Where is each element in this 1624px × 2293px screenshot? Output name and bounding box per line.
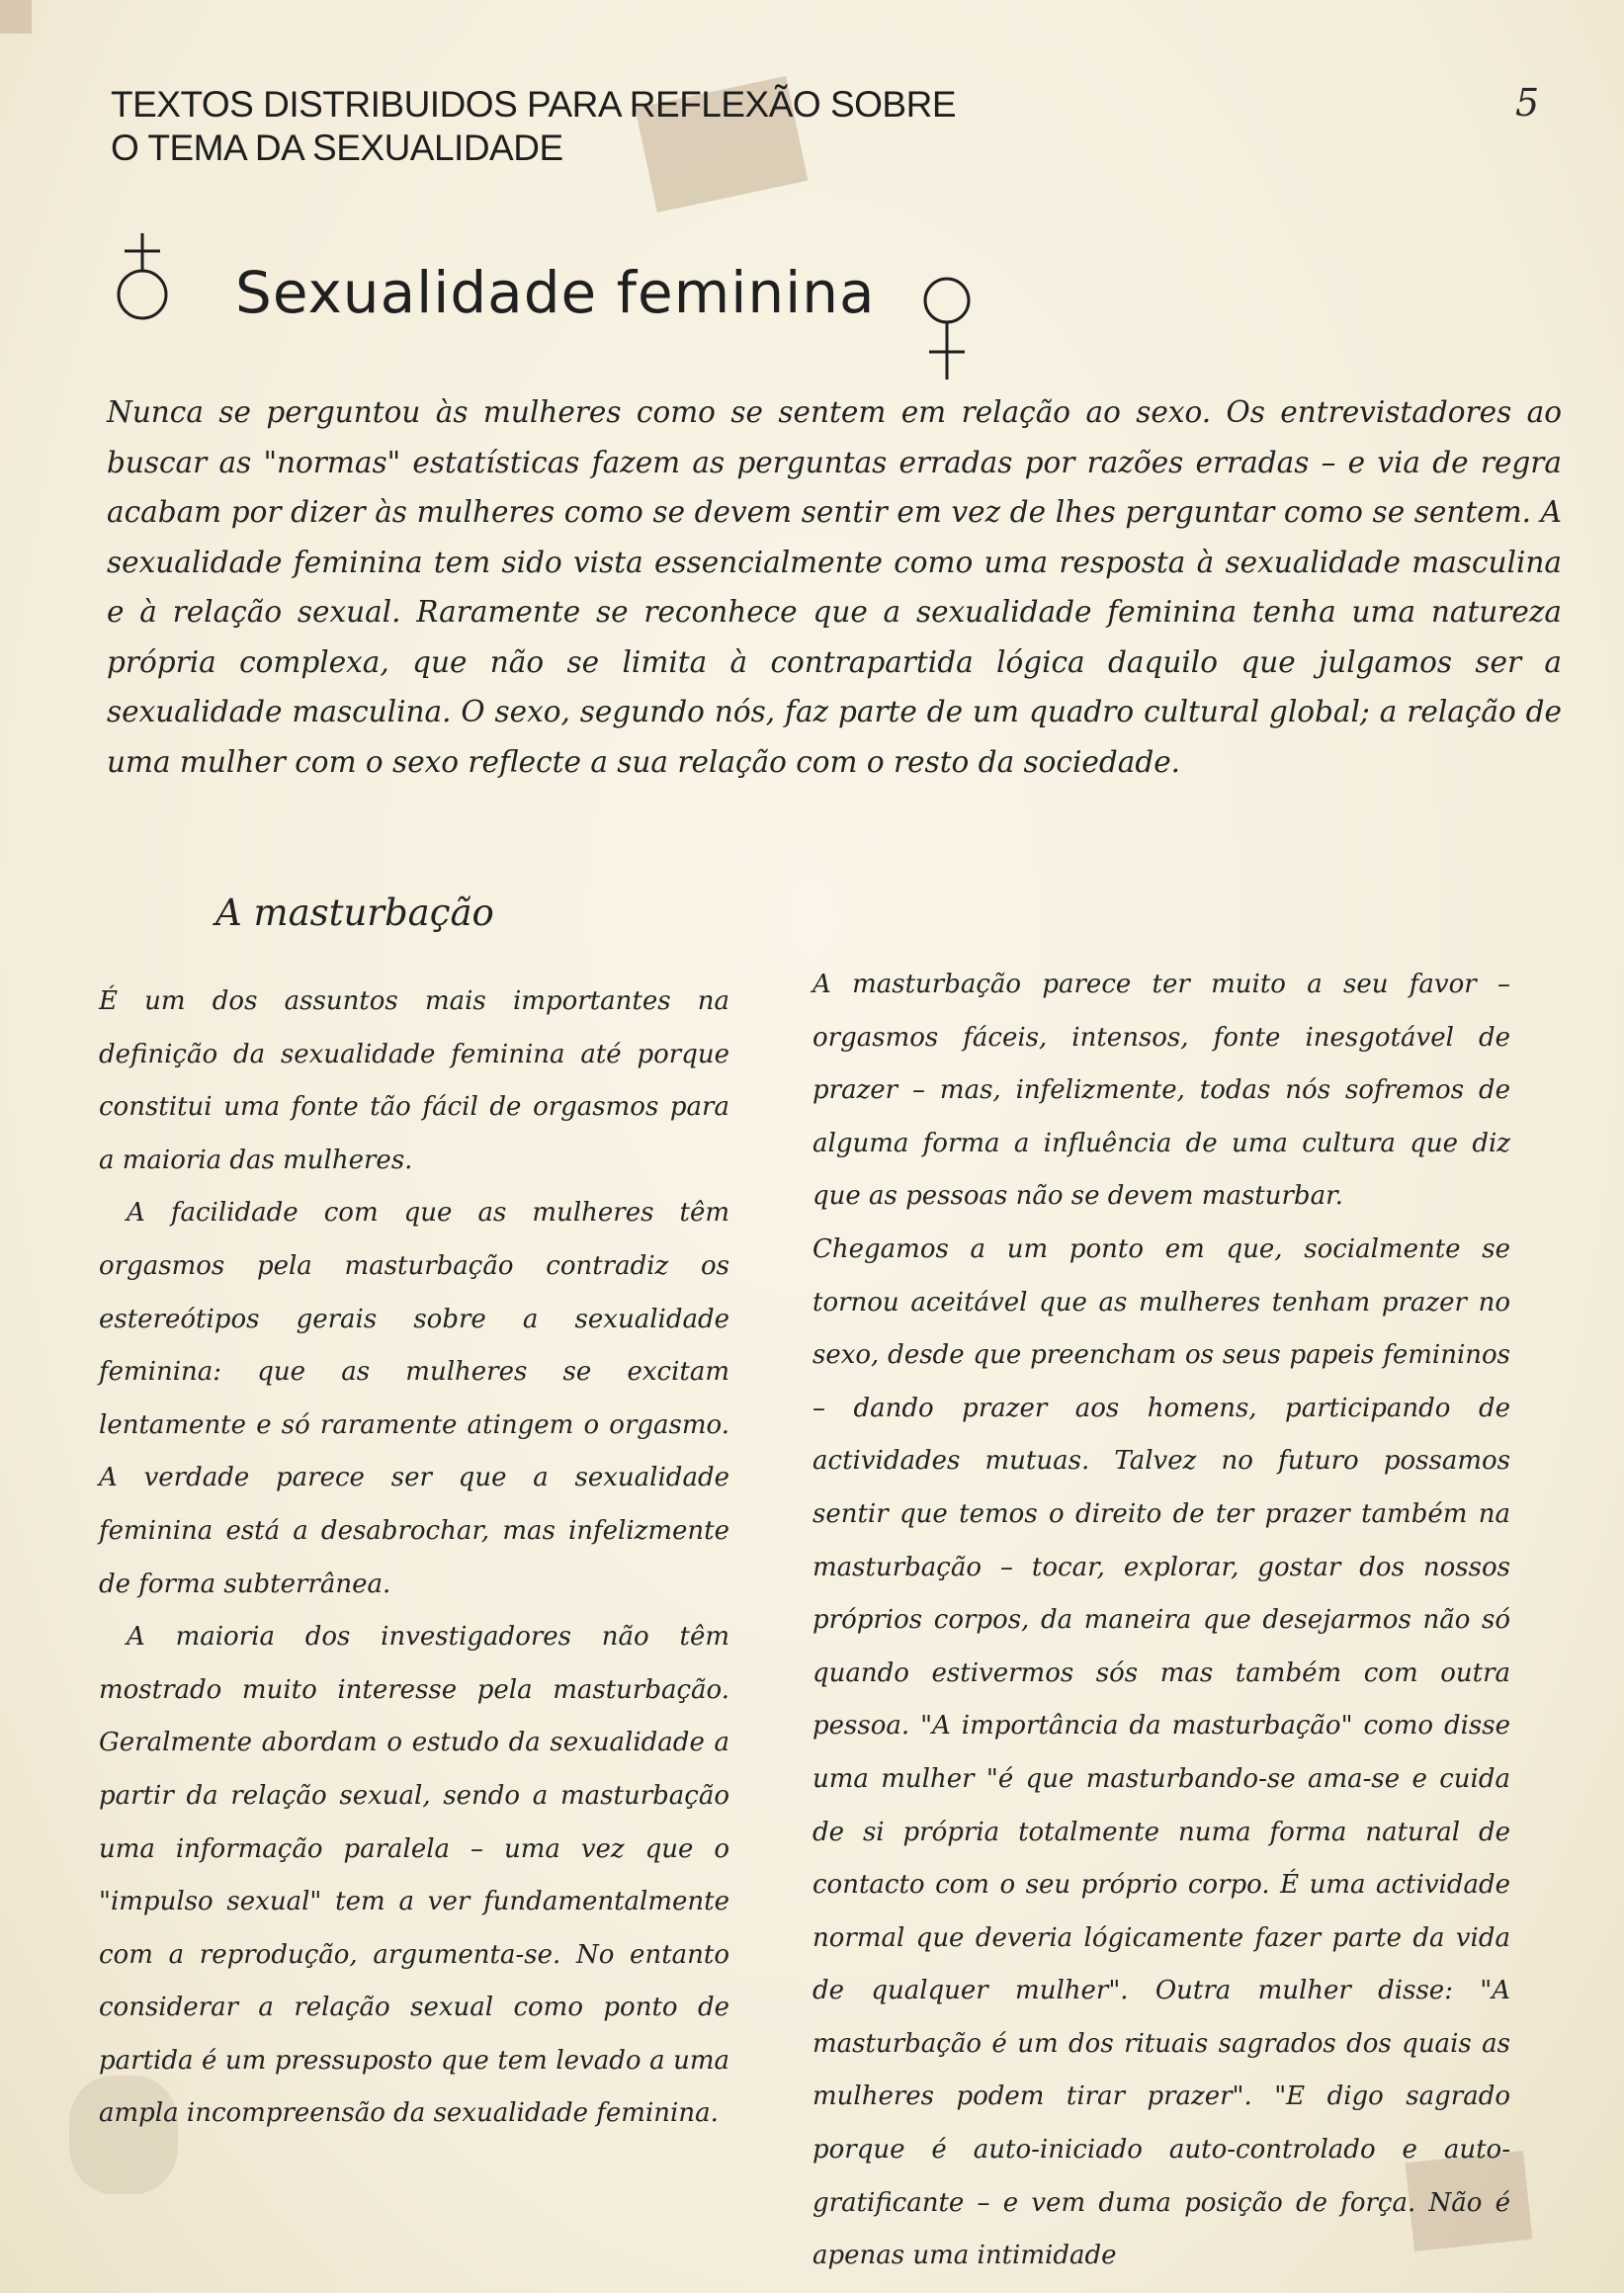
right-paragraph: A masturbação parece ter muito a seu favor – orgasmos fáceis, intensos, fonte inesgotável de prazer – mas, infelizmente, todas nós sofremos de alguma forma a influência de uma cultura que diz que as pessoas não se devem masturbar.: [812, 970, 1510, 1212]
title-row: [111, 229, 1198, 378]
right-paragraph: Chegamos a um ponto em que, socialmente se tornou aceitável que as mulheres tenham prazer no sexo, desde que preencham os seus papeis femininos – dando prazer aos homens, participando de actividades mutuas. Talvez no futuro possamos sentir que temos o direito de ter prazer também na masturbação – tocar, explorar, gostar dos nossos próprios corpos, da maneira que desejarmos não só quando estivermos sós mas também com outra pessoa. "A importância da masturbação" como disse uma mulher "é que masturbando-se ama-se e cuida de si própria totalmente numa forma natural de contacto com o seu próprio corpo. É uma actividade normal que deveria lógicamente fazer parte da vida de qualquer mulher". Outra mulher disse: "A masturbação é um dos rituais sagrados dos quais as mulheres podem tirar prazer". "E digo sagrado porque é auto-iniciado auto-controlado e auto-gratificante – e vem duma posição de força. Não é apenas uma intimidade: [812, 1233, 1510, 2271]
male-symbol-icon: [111, 229, 180, 328]
page-number: 5: [1515, 81, 1540, 125]
tape-mark-corner: [0, 0, 32, 34]
female-symbol-icon: [913, 269, 983, 387]
section-heading: A masturbação: [215, 892, 494, 934]
left-paragraph: É um dos assuntos mais importantes na definição da sexualidade feminina até porque constitui uma fonte tão fácil de orgasmos para a maioria das mulheres.: [99, 986, 729, 1175]
right-column: [812, 959, 1510, 2283]
header-line-1: TEXTOS DISTRIBUIDOS PARA REFLEXÃO SOBRE: [111, 84, 957, 125]
intro-paragraph: Nunca se perguntou às mulheres como se sentem em relação ao sexo. Os entrevistadores ao buscar as "normas" estatísticas fazem as perguntas erradas por razões erradas – e via de regra acabam por dizer às mulheres como se devem sentir em vez de lhes perguntar como se sentem. A sexualidade feminina tem sido vista essencialmente como uma resposta à sexualidade masculina e à relação sexual. Raramente se reconhece que a sexualidade feminina tenha uma natureza própria complexa, que não se limita à contrapartida lógica daquilo que julgamos ser a sexualidade masculina. O sexo, segundo nós, faz parte de um quadro cultural global; a relação de uma mulher com o sexo reflecte a sua relação com o resto da sociedade.: [107, 395, 1562, 779]
document-header: [111, 83, 1099, 170]
left-paragraph: A maioria dos investigadores não têm mostrado muito interesse pela masturbação. Geralmente abordam o estudo da sexualidade a partir da relação sexual, sendo a masturbação uma informação paralela – uma vez que o "impulso sexual" tem a ver fundamentalmente com a reprodução, argumenta-se. No entanto considerar a relação sexual como ponto de partida é um pressuposto que tem levado a uma ampla incompreensão da sexualidade feminina.: [99, 1622, 729, 2129]
document-title: Sexualidade feminina: [235, 259, 876, 326]
left-column: [99, 976, 729, 2141]
left-paragraph: A facilidade com que as mulheres têm orgasmos pela masturbação contradiz os estereótipos gerais sobre a sexualidade feminina: que as mulheres se excitam lentamente e só raramente atingem o orgasmo. A verdade parece ser que a sexualidade feminina está a desabrochar, mas infelizmente de forma subterrânea.: [99, 1198, 729, 1599]
header-line-2: O TEMA DA SEXUALIDADE: [111, 127, 563, 168]
